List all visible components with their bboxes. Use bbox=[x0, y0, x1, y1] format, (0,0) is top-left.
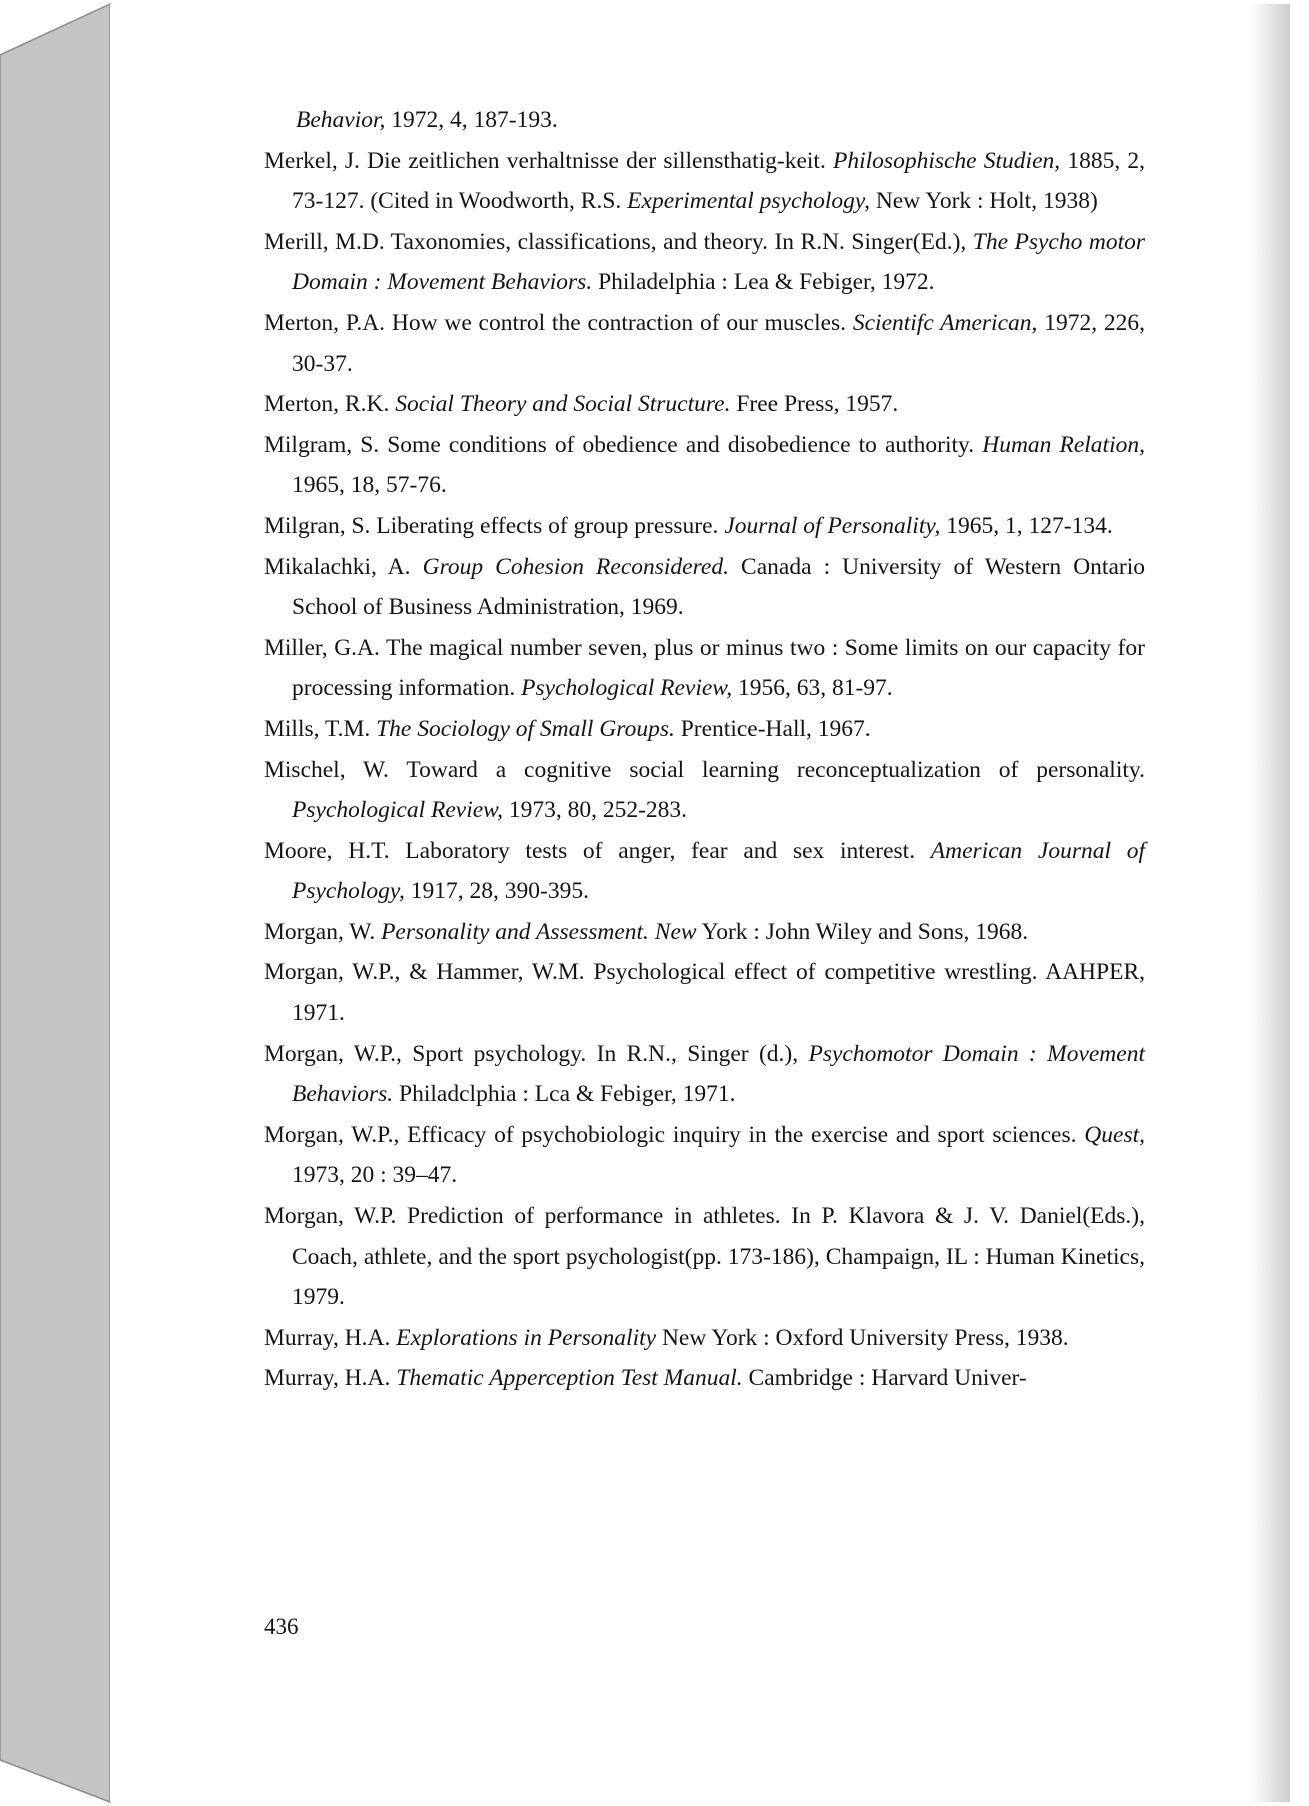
reference-title-text: Personality and Assessment. New bbox=[381, 918, 697, 945]
reference-entry bbox=[264, 222, 1145, 303]
reference-text: Miller, G.A. The magical number seven, plus or minus two : Some limits on our capacity for processing information. bbox=[264, 634, 1145, 702]
reference-text: Merton, P.A. How we control the contraction of our muscles. bbox=[264, 309, 853, 336]
reference-text: Murray, H.A. bbox=[264, 1324, 397, 1351]
reference-text: 1965, 18, 57-76. bbox=[292, 472, 447, 499]
reference-entry bbox=[264, 1358, 1145, 1399]
reference-text: 1885, 2, 73-127. (Cited in Woodworth, R.S. bbox=[292, 147, 1146, 215]
reference-title-text: The Psycho motor Domain : Movement Behaviors. bbox=[292, 228, 1145, 296]
reference-text: Morgan, W.P., Sport psychology. In R.N., Singer (d.), bbox=[264, 1040, 809, 1067]
reference-entry bbox=[264, 425, 1145, 506]
reference-text: Mischel, W. Toward a cognitive social learning reconceptualization of personality. bbox=[264, 756, 1145, 783]
reference-text: Milgram, S. Some conditions of obedience and disobedience to authority. bbox=[264, 431, 983, 458]
reference-entry bbox=[264, 506, 1145, 547]
reference-title-text: Philosophische Studien, bbox=[833, 147, 1061, 174]
reference-entry bbox=[264, 384, 1145, 425]
reference-text: Morgan, W. bbox=[264, 918, 382, 945]
reference-text: New York : Oxford University Press, 1938. bbox=[656, 1324, 1069, 1351]
reference-text: 1973, 20 : 39–47. bbox=[292, 1162, 458, 1189]
reference-entry bbox=[264, 1034, 1145, 1115]
reference-title-text: The Sociology of Small Groups. bbox=[376, 715, 675, 742]
reference-entry bbox=[264, 100, 1145, 141]
reference-list bbox=[264, 100, 1145, 1399]
reference-text: Mikalachki, A. bbox=[264, 553, 423, 580]
reference-entry bbox=[264, 831, 1145, 912]
reference-entry bbox=[264, 628, 1145, 709]
reference-text: New York : Holt, 1938) bbox=[869, 188, 1098, 215]
reference-text: 1965, 1, 127-134. bbox=[940, 512, 1113, 539]
reference-text: Cambridge : Harvard Univer- bbox=[742, 1365, 1027, 1392]
reference-text: 1956, 63, 81-97. bbox=[732, 675, 893, 702]
reference-text: Merton, R.K. bbox=[264, 391, 396, 418]
reference-title-text: American Journal of Psychology, bbox=[292, 837, 1145, 905]
reference-title-text: Psychological Review, bbox=[292, 797, 503, 824]
reference-title-text: Explorations in Personality bbox=[396, 1324, 657, 1351]
reference-text: Merill, M.D. Taxonomies, classifications, and theory. In R.N. Singer(Ed.), bbox=[264, 228, 973, 255]
reference-text: 1972, 4, 187-193. bbox=[385, 107, 558, 133]
reference-entry bbox=[264, 750, 1145, 831]
reference-text: Morgan, W.P., Efficacy of psychobiologic inquiry in the exercise and sport sciences. bbox=[264, 1121, 1085, 1148]
reference-text: Philadclphia : Lca & Febiger, 1971. bbox=[393, 1081, 736, 1108]
reference-title-text: Psychomotor Domain : Movement Behaviors. bbox=[292, 1040, 1145, 1108]
reference-text: Murray, H.A. bbox=[264, 1365, 397, 1392]
reference-title-text: Social Theory and Social Structure. bbox=[395, 391, 731, 418]
reference-text: York : John Wiley and Sons, 1968. bbox=[696, 918, 1029, 945]
reference-title-text: Quest, bbox=[1084, 1121, 1145, 1148]
reference-text: Prentice-Hall, 1967. bbox=[674, 715, 871, 742]
reference-title-text: Experimental psychology, bbox=[627, 188, 870, 215]
reference-text: Moore, H.T. Laboratory tests of anger, fear and sex interest. bbox=[264, 837, 931, 864]
reference-entry bbox=[264, 912, 1145, 953]
page-number: 436 bbox=[264, 1614, 299, 1639]
reference-text: Merkel, J. Die zeitlichen verhaltnisse der sillensthatig-keit. bbox=[264, 147, 834, 174]
reference-entry bbox=[264, 952, 1145, 1033]
reference-text: Milgran, S. Liberating effects of group pressure. bbox=[264, 512, 725, 539]
reference-entry bbox=[264, 709, 1145, 750]
reference-text: 1917, 28, 390-395. bbox=[404, 878, 589, 905]
reference-entry bbox=[264, 1115, 1145, 1196]
page-edge-shadow bbox=[1250, 4, 1290, 1802]
reference-entry bbox=[264, 1196, 1145, 1318]
reference-title-text: Psychological Review, bbox=[521, 675, 733, 702]
reference-text: Free Press, 1957. bbox=[730, 391, 899, 418]
reference-entry bbox=[264, 547, 1145, 628]
reference-title-text: Scientifc American, bbox=[852, 309, 1038, 336]
reference-title-text: Human Relation, bbox=[982, 431, 1145, 458]
reference-title-text: Thematic Apperception Test Manual. bbox=[396, 1365, 743, 1392]
reference-entry bbox=[264, 303, 1145, 384]
reference-text: Morgan, W.P. Prediction of performance in athletes. In P. Klavora & J. V. Daniel(Eds.), Coach, athlete, and the sport psychologist(pp. 173-186), Champaign, IL : Human Kinetics, 1979. bbox=[264, 1203, 1145, 1311]
reference-text: Canada : University of Western Ontario School of Business Administration, 1969. bbox=[292, 553, 1145, 621]
reference-text: 1973, 80, 252-283. bbox=[502, 797, 688, 824]
reference-entry bbox=[264, 141, 1145, 222]
reference-title-text: Behavior, bbox=[296, 107, 386, 133]
reference-title-text: Group Cohesion Reconsidered. bbox=[422, 553, 729, 580]
reference-text: Philadelphia : Lea & Febiger, 1972. bbox=[592, 269, 935, 296]
reference-text: Mills, T.M. bbox=[264, 715, 377, 742]
reference-text: 1972, 226, 30-37. bbox=[292, 309, 1146, 377]
reference-text: Morgan, W.P., & Hammer, W.M. Psychological effect of competitive wrestling. AAHPER, 1971. bbox=[264, 959, 1145, 1027]
reference-entry bbox=[264, 1318, 1145, 1359]
reference-title-text: Journal of Personality, bbox=[724, 512, 941, 539]
